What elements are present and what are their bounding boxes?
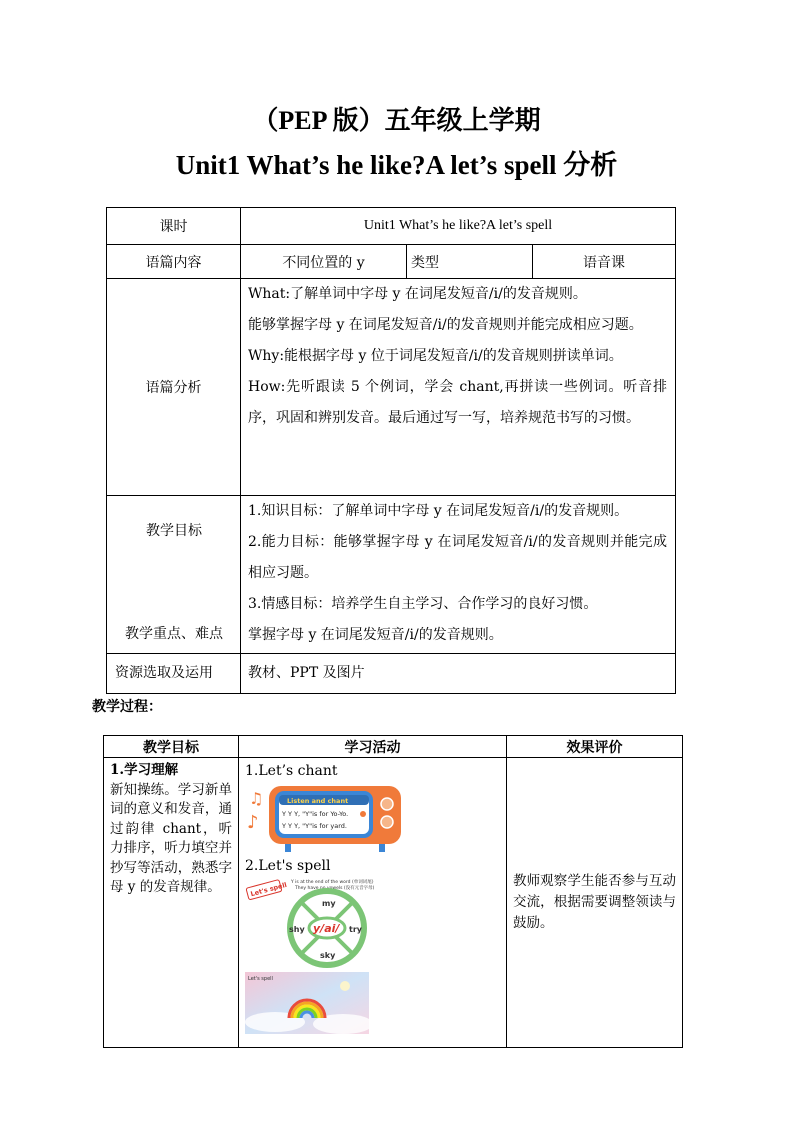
spell-word: shy — [289, 925, 305, 934]
spell-note-2: They have no vowels (没有元音字母) — [295, 886, 375, 891]
process-label: 教学过程： — [92, 699, 162, 715]
keypoint-label: 教学重点、难点 — [125, 626, 223, 642]
spell-tag: Let's spell — [249, 880, 288, 899]
header-evaluation: 效果评价 — [507, 736, 683, 758]
spell-word: my — [322, 899, 336, 908]
analysis-line: How:先听跟读 5 个例词，学会 chant,再拼读一些例词。听音排序，巩固和辨别发音。最后通过写一写，培养规范书写的习惯。 — [248, 379, 667, 426]
goal-line: 1.知识目标：了解单词中字母 y 在词尾发短音/i/的发音规则。 — [248, 503, 629, 519]
tv-knob — [381, 816, 393, 828]
keypoint-value: 掌握字母 y 在词尾发短音/i/的发音规则。 — [248, 627, 503, 643]
rainbow-image — [245, 972, 369, 1034]
goal-label: 教学目标 — [146, 523, 202, 539]
rainbow-tag: Let's spell — [248, 976, 273, 982]
spell-diagram-image — [245, 876, 385, 968]
resource-value: 教材、PPT 及图片 — [241, 654, 676, 694]
chant-line-2: Y Y Y, "Y"is for yard. — [282, 822, 347, 830]
spell-note-1: Y is at the end of the word (单词词尾) — [291, 880, 374, 885]
goal-text: 新知操练。学习新单词的意义和发音，通过韵律 chant，听力排序，听力填空并抄写等活动，熟悉字母 y 的发音规律。 — [110, 781, 232, 895]
goal-content — [241, 496, 676, 654]
music-note-icon: ♪ — [247, 812, 259, 833]
analysis-line: What:了解单词中字母 y 在词尾发短音/i/的发音规则。 — [248, 286, 587, 302]
content-value: 不同位置的 y — [241, 245, 407, 279]
tv-knob — [381, 798, 393, 810]
analysis-line: 能够掌握字母 y 在词尾发短音/i/的发音规则并能完成相应习题。 — [248, 317, 643, 333]
type-label: 类型 — [407, 245, 533, 279]
lesson-info-table — [106, 207, 676, 694]
activity-cell — [239, 758, 507, 1048]
goal-line: 3.情感目标：培养学生自主学习、合作学习的良好习惯。 — [248, 596, 598, 612]
title-line-1: （PEP 版）五年级上学期 — [252, 106, 541, 135]
activity-chant-label: 1.Let’s chant — [245, 763, 338, 779]
header-goal: 教学目标 — [104, 736, 239, 758]
goal-keypoint-labels — [107, 496, 241, 654]
goal-title: 1.学习理解 — [110, 762, 179, 778]
analysis-content — [241, 279, 676, 496]
goal-line: 2.能力目标：能够掌握字母 y 在词尾发短音/i/的发音规则并能完成相应习题。 — [248, 534, 667, 581]
chant-line-1: Y Y Y, "Y"is for Yo-Yo. — [282, 810, 349, 818]
process-table — [103, 735, 683, 1048]
header-activity: 学习活动 — [239, 736, 507, 758]
spell-center: y/ai/ — [313, 922, 340, 935]
spell-word: try — [349, 925, 362, 934]
analysis-label: 语篇分析 — [107, 279, 241, 496]
evaluation-cell: 教师观察学生能否参与互动交流，根据需要调整领读与鼓励。 — [507, 758, 683, 1048]
resource-label: 资源选取及运用 — [107, 654, 241, 694]
type-value: 语音课 — [533, 245, 676, 279]
lesson-value: Unit1 What’s he like?A let’s spell — [241, 208, 676, 245]
music-note-icon: ♫ — [249, 789, 264, 808]
lesson-label: 课时 — [107, 208, 241, 245]
title-line-2: Unit1 What’s he like?A let’s spell 分析 — [175, 150, 618, 180]
activity-spell-label: 2.Let's spell — [245, 858, 331, 874]
chant-header: Listen and chant — [287, 797, 349, 805]
spell-word: sky — [320, 951, 336, 960]
sun-icon — [340, 981, 350, 991]
content-label: 语篇内容 — [107, 245, 241, 279]
chant-tv-image — [245, 782, 405, 854]
goal-cell — [104, 758, 239, 1048]
analysis-line: Why:能根据字母 y 位于词尾发短音/i/的发音规则拼读单词。 — [248, 348, 623, 364]
